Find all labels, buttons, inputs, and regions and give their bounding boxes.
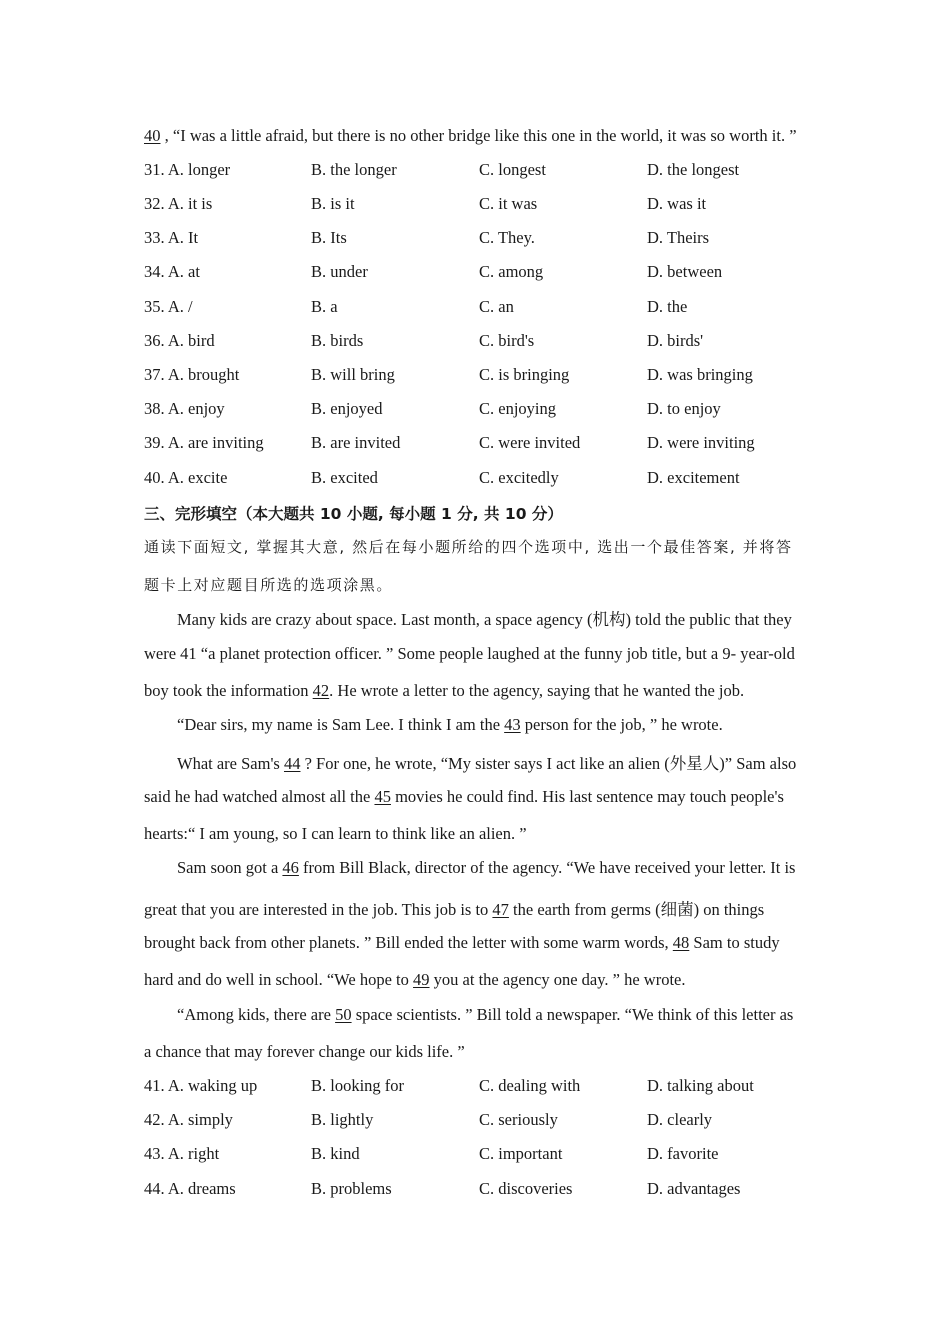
question-row-36	[144, 331, 807, 353]
blank-42: 42	[312, 681, 330, 700]
option-d: D. was bringing	[647, 365, 753, 384]
option-c: C. discoveries	[479, 1179, 573, 1198]
option-d: D. to enjoy	[647, 399, 721, 418]
option-d: D. between	[647, 262, 723, 281]
question-row-35	[144, 297, 807, 319]
option-c: C. were invited	[479, 433, 581, 452]
option-a: 32. A. it is	[144, 194, 213, 213]
option-b: B. problems	[311, 1179, 392, 1198]
intro-text: , “I was a little afraid, but there is no other bridge like this one in the world, it was so worth it. ”	[160, 126, 797, 145]
option-a: 39. A. are inviting	[144, 433, 264, 452]
option-a: 34. A. at	[144, 262, 200, 281]
option-a: 35. A. /	[144, 297, 193, 316]
passage-line: boy took the information 42. He wrote a letter to the agency, saying that he wanted the job.	[144, 681, 745, 700]
option-b: B. a	[311, 297, 338, 316]
question-row-33	[144, 228, 807, 250]
option-c: C. among	[479, 262, 544, 281]
passage-line: Many kids are crazy about space. Last month, a space agency (机构) told the public that they	[177, 610, 792, 629]
option-d: D. favorite	[647, 1144, 719, 1163]
option-b: B. looking for	[311, 1076, 405, 1095]
passage-line: “Among kids, there are 50 space scientists. ” Bill told a newspaper. “We think of this letter as	[177, 1005, 794, 1024]
option-b: B. the longer	[311, 160, 397, 179]
passage-line: a chance that may forever change our kids life. ”	[144, 1042, 465, 1061]
option-a: 44. A. dreams	[144, 1179, 236, 1198]
passage-line: hearts:“ I am young, so I can learn to think like an alien. ”	[144, 824, 527, 843]
option-a: 36. A. bird	[144, 331, 215, 350]
question-row-44	[144, 1179, 807, 1201]
option-d: D. clearly	[647, 1110, 713, 1129]
option-c: C. bird's	[479, 331, 535, 350]
option-a: 40. A. excite	[144, 468, 228, 487]
option-b: B. enjoyed	[311, 399, 383, 418]
option-c: C. excitedly	[479, 468, 559, 487]
option-c: C. it was	[479, 194, 538, 213]
blank-49: 49	[413, 970, 430, 989]
option-b: B. excited	[311, 468, 378, 487]
option-d: D. excitement	[647, 468, 740, 487]
option-a: 31. A. longer	[144, 160, 231, 179]
intro-line	[144, 126, 797, 146]
option-c: C. seriously	[479, 1110, 558, 1129]
option-d: D. was it	[647, 194, 707, 213]
option-c: C. They.	[479, 228, 535, 247]
option-c: C. an	[479, 297, 514, 316]
passage-line: said he had watched almost all the 45 movies he could find. His last sentence may touch people's	[144, 787, 784, 806]
question-row-31	[144, 160, 807, 182]
option-c: C. is bringing	[479, 365, 570, 384]
passage-line: great that you are interested in the job. This job is to 47 the earth from germs (细菌) on things	[144, 900, 765, 919]
blank-48: 48	[672, 933, 690, 952]
option-b: B. are invited	[311, 433, 401, 452]
blank-50: 50	[335, 1005, 352, 1024]
blank-44: 44	[283, 754, 301, 773]
option-a: 43. A. right	[144, 1144, 220, 1163]
blank-47: 47	[492, 900, 509, 919]
option-a: 42. A. simply	[144, 1110, 233, 1129]
option-d: D. were inviting	[647, 433, 755, 452]
option-b: B. lightly	[311, 1110, 374, 1129]
blank-43: 43	[504, 715, 521, 734]
option-b: B. Its	[311, 228, 347, 247]
option-c: C. enjoying	[479, 399, 556, 418]
question-row-32	[144, 194, 807, 216]
option-a: 38. A. enjoy	[144, 399, 225, 418]
option-d: D. talking about	[647, 1076, 754, 1095]
question-row-39	[144, 433, 807, 455]
option-c: C. dealing with	[479, 1076, 581, 1095]
option-b: B. kind	[311, 1144, 360, 1163]
passage-line: brought back from other planets. ” Bill ended the letter with some warm words, 48 Sam to study	[144, 933, 780, 952]
option-a: 41. A. waking up	[144, 1076, 258, 1095]
passage-line: hard and do well in school. “We hope to 49 you at the agency one day. ” he wrote.	[144, 970, 686, 989]
option-a: 37. A. brought	[144, 365, 240, 384]
blank-45: 45	[374, 787, 391, 806]
option-b: B. under	[311, 262, 368, 281]
blank-46: 46	[282, 858, 299, 877]
question-row-38	[144, 399, 807, 421]
instruction-line-1: 通读下面短文, 掌握其大意, 然后在每小题所给的四个选项中, 选出一个最佳答案, 并将答	[144, 538, 793, 556]
option-d: D. advantages	[647, 1179, 741, 1198]
passage-line: were 41 “a planet protection officer. ” Some people laughed at the funny job title, but a 9- year-old	[144, 644, 795, 663]
option-b: B. will bring	[311, 365, 395, 384]
option-d: D. the longest	[647, 160, 740, 179]
passage-line: What are Sam's 44 ? For one, he wrote, “My sister says I act like an alien (外星人)” Sam also	[177, 754, 797, 773]
option-b: B. is it	[311, 194, 355, 213]
question-row-40	[144, 468, 807, 490]
option-d: D. the	[647, 297, 688, 316]
question-row-43	[144, 1144, 807, 1166]
instruction-line-2: 题卡上对应题目所选的选项涂黑。	[144, 576, 394, 594]
option-c: C. longest	[479, 160, 546, 179]
option-d: D. birds'	[647, 331, 704, 350]
question-row-42	[144, 1110, 807, 1132]
question-row-37	[144, 365, 807, 387]
option-d: D. Theirs	[647, 228, 710, 247]
question-row-41	[144, 1076, 807, 1098]
section-heading: 三、完形填空（本大题共 10 小题, 每小题 1 分, 共 10 分）	[144, 505, 563, 523]
passage-line: Sam soon got a 46 from Bill Black, director of the agency. “We have received your letter. It is	[177, 858, 796, 877]
option-a: 33. A. It	[144, 228, 199, 247]
option-b: B. birds	[311, 331, 364, 350]
passage-line: “Dear sirs, my name is Sam Lee. I think I am the 43 person for the job, ” he wrote.	[177, 715, 723, 734]
option-c: C. important	[479, 1144, 563, 1163]
blank-40: 40	[144, 126, 161, 145]
question-row-34	[144, 262, 807, 284]
